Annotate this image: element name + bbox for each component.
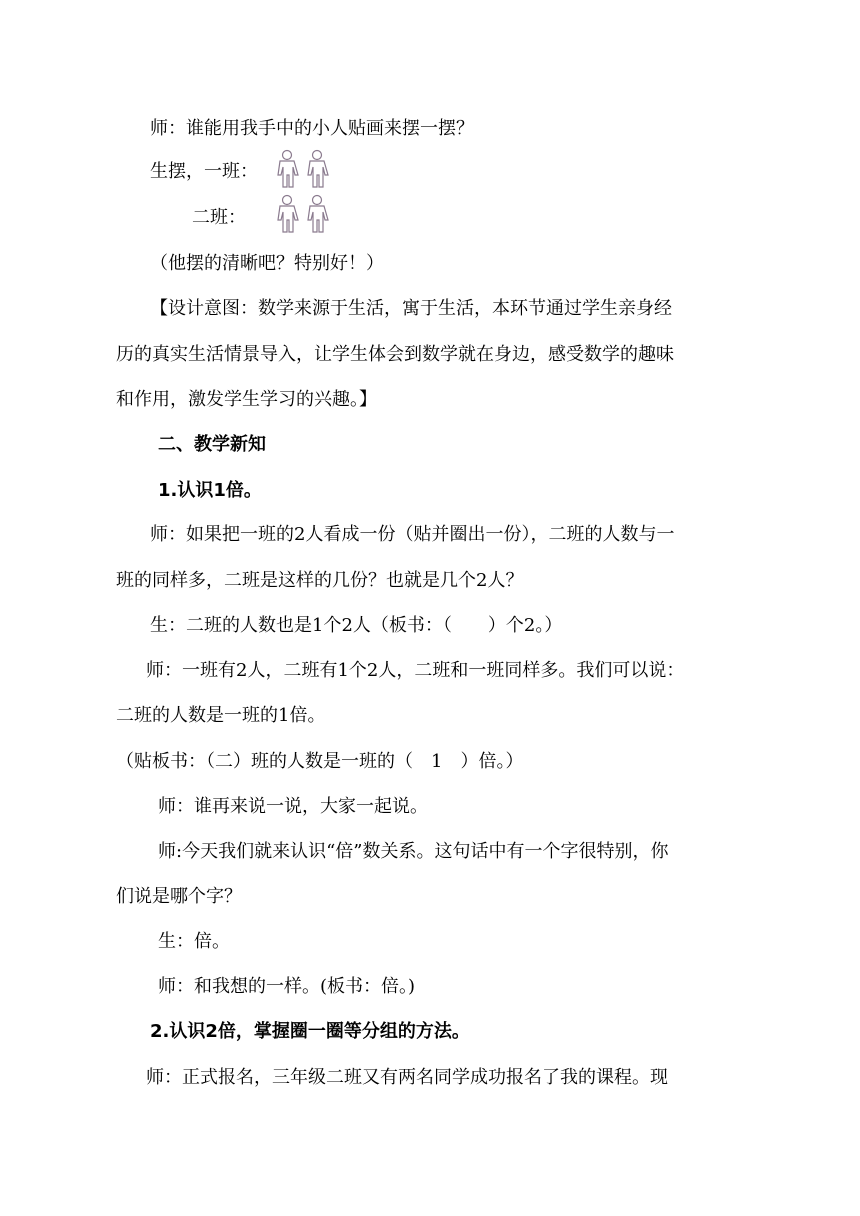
- paragraph-student-answer: 生：二班的人数也是1个2人（板书：（ ）个2。）: [150, 615, 563, 636]
- class1-stickers: [274, 149, 330, 189]
- paragraph-teacher-intro-line2: 们说是哪个字？: [116, 886, 242, 907]
- design-intent-line3: 和作用，激发学生学习的兴趣。】: [116, 389, 377, 410]
- paragraph-teacher-repeat: 师：谁再来说一说，大家一起说。: [158, 796, 428, 817]
- subheading-two-times: 2.认识2倍，掌握圈一圈等分组的方法。: [150, 1021, 470, 1042]
- person-icon: [274, 149, 300, 189]
- paragraph-teacher-ask-line1: 师：如果把一班的2人看成一份（贴并圈出一份），二班的人数与一: [150, 524, 675, 545]
- design-intent-line1: 【设计意图：数学来源于生活，寓于生活，本环节通过学生亲身经: [150, 298, 672, 319]
- design-intent-line2: 历的真实生活情景导入，让学生体会到数学就在身边，感受数学的趣味: [116, 344, 674, 365]
- person-icon: [304, 194, 330, 234]
- section-heading-new-knowledge: 二、教学新知: [158, 434, 266, 455]
- paragraph-teacher-explain-line1: 师：一班有2人，二班有1个2人，二班和一班同样多。我们可以说：: [146, 660, 685, 681]
- paragraph-teacher-agree: 师：和我想的一样。(板书：倍。): [158, 976, 416, 997]
- paragraph-class2-label: 二班：: [192, 207, 246, 228]
- paragraph-board-note: （贴板书：（二）班的人数是一班的（ 1 ）倍。）: [116, 751, 524, 772]
- person-icon: [274, 194, 300, 234]
- paragraph-teacher-intro-line1: 师:今天我们就来认识“倍”数关系。这句话中有一个字很特别，你: [158, 841, 669, 862]
- paragraph-class1-label: 生摆，一班：: [150, 161, 258, 182]
- paragraph-student-bei: 生：倍。: [158, 931, 230, 952]
- paragraph-teacher-explain-line2: 二班的人数是一班的1倍。: [116, 705, 326, 726]
- person-icon: [304, 149, 330, 189]
- class2-stickers: [274, 194, 330, 234]
- paragraph-teacher-question: 师：谁能用我手中的小人贴画来摆一摆？: [150, 118, 474, 139]
- subheading-one-times: 1.认识1倍。: [158, 480, 262, 501]
- paragraph-teacher-ask-line2: 班的同样多，二班是这样的几份？也就是几个2人？: [116, 570, 524, 591]
- paragraph-registration: 师：正式报名，三年级二班又有两名同学成功报名了我的课程。现: [146, 1067, 668, 1088]
- paragraph-praise: （他摆的清晰吧？特别好！）: [150, 253, 384, 274]
